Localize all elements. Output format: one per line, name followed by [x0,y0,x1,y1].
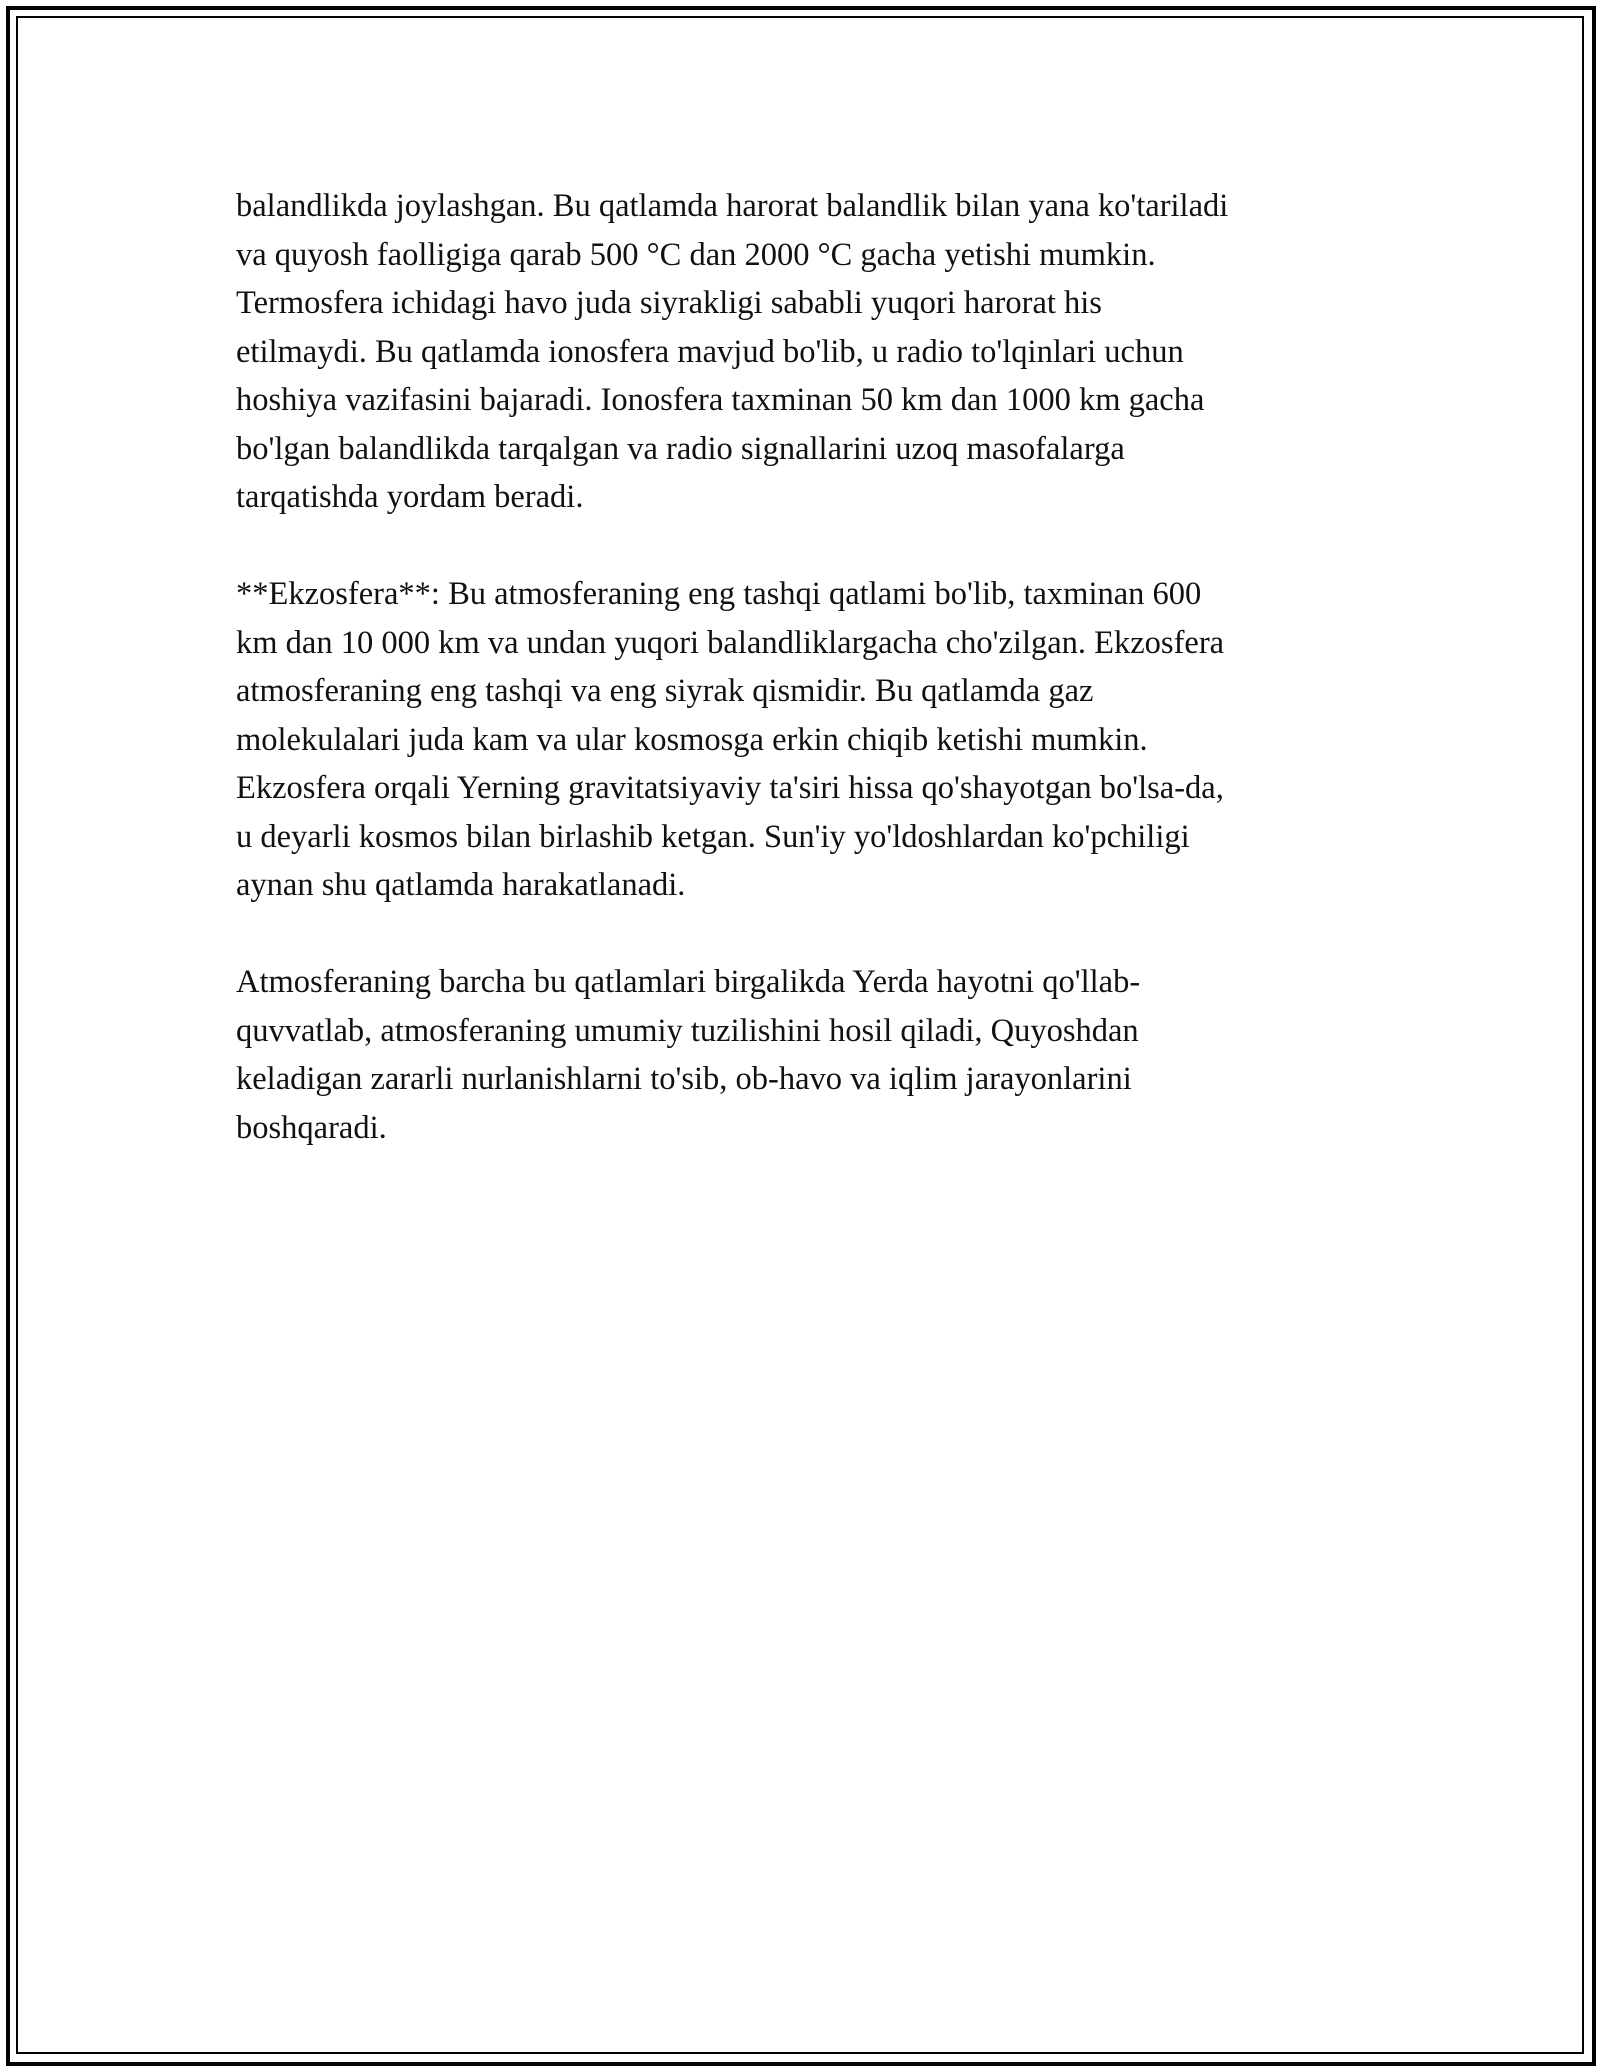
paragraph-ekzosfera [236,570,1376,910]
text-line: u deyarli kosmos bilan birlashib ketgan. Sun'iy yo'ldoshlardan ko'pchiligi [236,818,1190,855]
text-line: keladigan zararli nurlanishlarni to'sib, ob-havo va iqlim jarayonlarini [236,1061,1132,1097]
text-line: hoshiya vazifasini bajaradi. Ionosfera taxminan 50 km dan 1000 km gacha [236,382,1205,418]
text-line: Termosfera ichidagi havo juda siyrakligi sababli yuqori harorat his [236,285,1102,321]
text-line: molekulalari juda kam va ular kosmosga erkin chiqib ketishi mumkin. [236,721,1148,758]
text-line: Ekzosfera orqali Yerning gravitatsiyaviy ta'siri hissa qo'shayotgan bo'lsa-da, [236,770,1224,806]
text-line: km dan 10 000 km va undan yuqori balandliklargacha cho'zilgan. Ekzosfera [236,624,1225,661]
text-line: va quyosh faolligiga qarab 500 °C dan 2000 °C gacha yetishi mumkin. [236,236,1156,273]
paragraph-termosfera [236,182,1376,522]
text-line: atmosferaning eng tashqi va eng siyrak qismidir. Bu qatlamda gaz [236,673,1094,709]
text-line: boshqaradi. [236,1109,387,1146]
paragraph-conclusion [236,958,1376,1152]
text-line: Atmosferaning barcha bu qatlamlari birgalikda Yerda hayotni qo'llab- [236,964,1141,1000]
document-body [236,182,1376,1201]
text-line: etilmaydi. Bu qatlamda ionosfera mavjud bo'lib, u radio to'lqinlari uchun [236,333,1184,370]
text-line: **Ekzosfera**: Bu atmosferaning eng tashqi qatlami bo'lib, taxminan 600 [236,576,1202,612]
text-line: balandlikda joylashgan. Bu qatlamda harorat balandlik bilan yana ko'tariladi [236,188,1229,224]
text-line: quvvatlab, atmosferaning umumiy tuzilishini hosil qiladi, Quyoshdan [236,1012,1139,1049]
text-line: tarqatishda yordam beradi. [236,479,584,515]
text-line: aynan shu qatlamda harakatlanadi. [236,867,686,903]
text-line: bo'lgan balandlikda tarqalgan va radio signallarini uzoq masofalarga [236,430,1125,467]
